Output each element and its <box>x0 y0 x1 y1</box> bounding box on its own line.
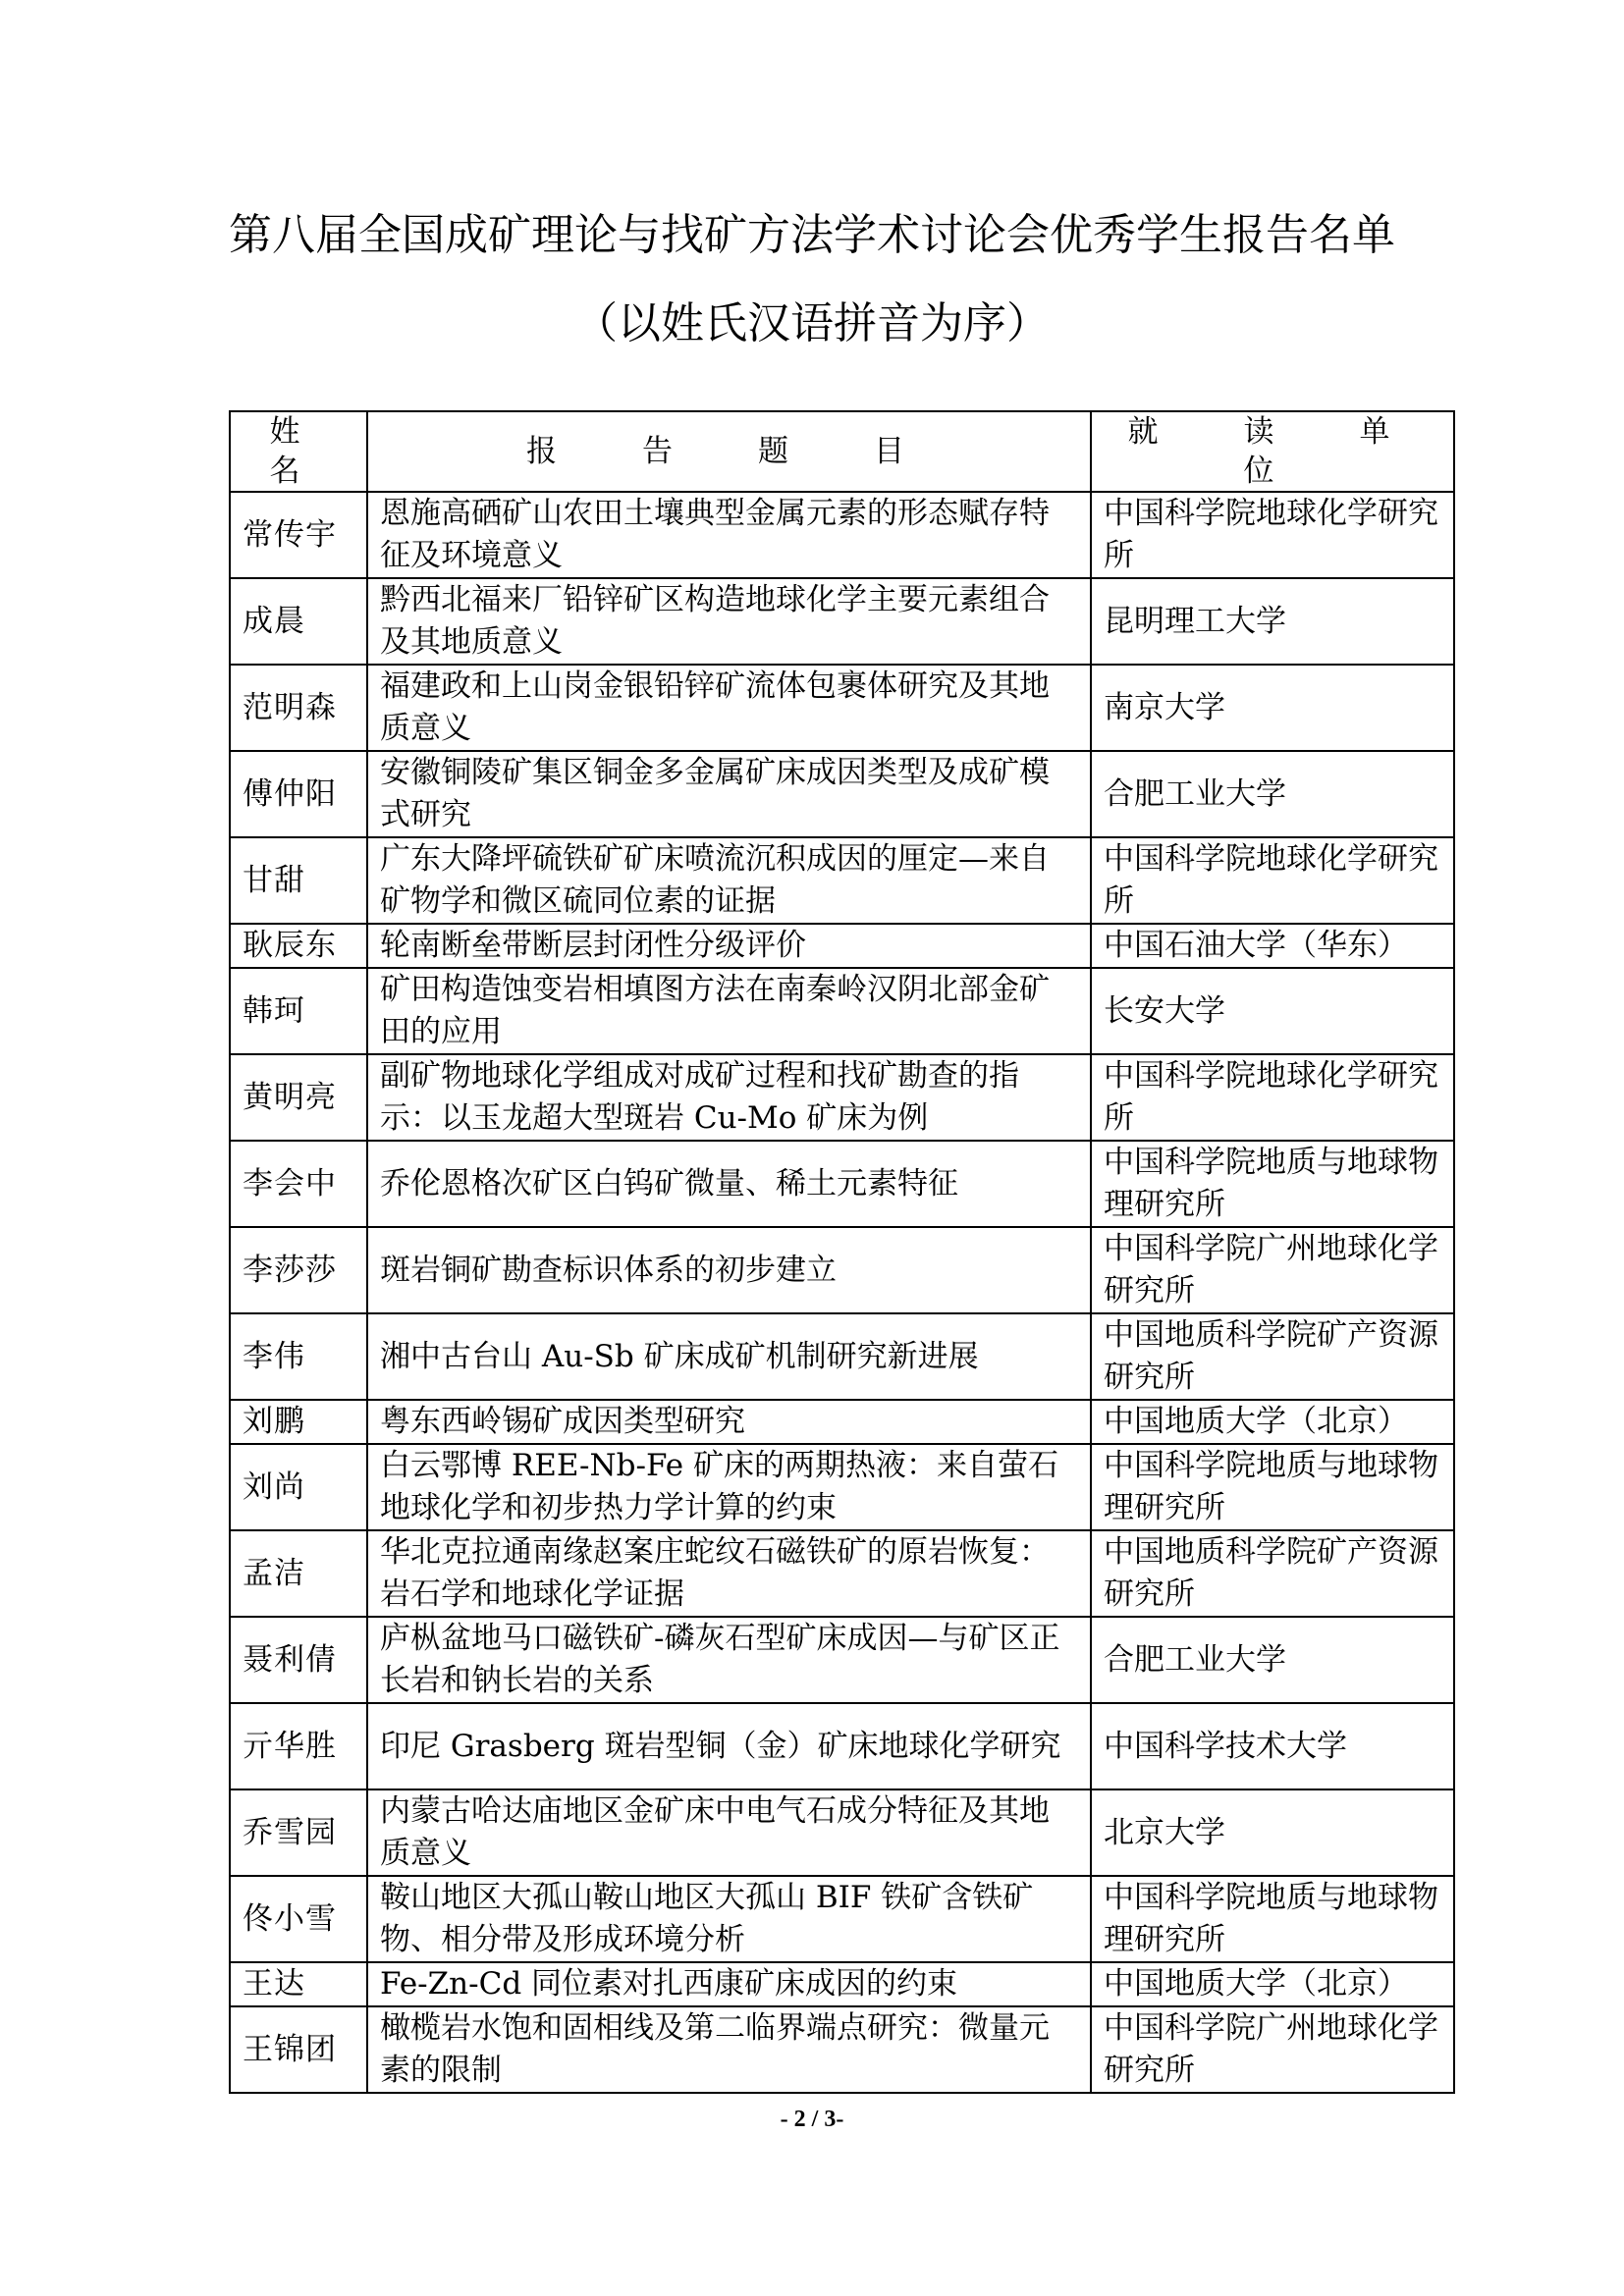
report-topic: 黔西北福来厂铅锌矿区构造地球化学主要元素组合及其地质意义 <box>367 578 1091 665</box>
report-topic: 印尼 Grasberg 斑岩型铜（金）矿床地球化学研究 <box>367 1703 1091 1789</box>
header-school: 就 读 单 位 <box>1091 411 1454 492</box>
school-name: 合肥工业大学 <box>1091 1617 1454 1703</box>
report-topic: 粤东西岭锡矿成因类型研究 <box>367 1400 1091 1444</box>
report-topic: 华北克拉通南缘赵案庄蛇纹石磁铁矿的原岩恢复：岩石学和地球化学证据 <box>367 1530 1091 1617</box>
student-name: 孟洁 <box>230 1530 367 1617</box>
student-name: 聂利倩 <box>230 1617 367 1703</box>
school-name: 中国地质大学（北京） <box>1091 1400 1454 1444</box>
school-name: 中国科学院地球化学研究所 <box>1091 1054 1454 1141</box>
student-name: 李会中 <box>230 1141 367 1227</box>
table-row <box>230 1703 1454 1789</box>
student-name: 傅仲阳 <box>230 751 367 837</box>
table-row <box>230 2006 1454 2093</box>
report-topic: 湘中古台山 Au-Sb 矿床成矿机制研究新进展 <box>367 1313 1091 1400</box>
school-name: 中国地质大学（北京） <box>1091 1962 1454 2006</box>
student-name: 耿辰东 <box>230 924 367 968</box>
student-name: 亓华胜 <box>230 1703 367 1789</box>
report-topic: 鞍山地区大孤山鞍山地区大孤山 BIF 铁矿含铁矿物、相分带及形成环境分析 <box>367 1876 1091 1962</box>
student-name: 李莎莎 <box>230 1227 367 1313</box>
table-row <box>230 1400 1454 1444</box>
table-row <box>230 1313 1454 1400</box>
report-topic: 副矿物地球化学组成对成矿过程和找矿勘查的指示：以玉龙超大型斑岩 Cu-Mo 矿床为例 <box>367 1054 1091 1141</box>
student-name: 黄明亮 <box>230 1054 367 1141</box>
report-topic: 广东大降坪硫铁矿矿床喷流沉积成因的厘定—来自矿物学和微区硫同位素的证据 <box>367 837 1091 924</box>
report-topic: 庐枞盆地马口磁铁矿-磷灰石型矿床成因—与矿区正长岩和钠长岩的关系 <box>367 1617 1091 1703</box>
student-name: 佟小雪 <box>230 1876 367 1962</box>
school-name: 合肥工业大学 <box>1091 751 1454 837</box>
table-row <box>230 924 1454 968</box>
table-row <box>230 1962 1454 2006</box>
table-row <box>230 1530 1454 1617</box>
school-name: 南京大学 <box>1091 665 1454 751</box>
student-report-table <box>229 410 1476 2094</box>
student-name: 王锦团 <box>230 2006 367 2093</box>
student-name: 刘尚 <box>230 1444 367 1530</box>
school-name: 中国科学院地质与地球物理研究所 <box>1091 1444 1454 1530</box>
table-row <box>230 1789 1454 1876</box>
school-name: 中国科学院地球化学研究所 <box>1091 837 1454 924</box>
report-topic: 斑岩铜矿勘查标识体系的初步建立 <box>367 1227 1091 1313</box>
table-row <box>230 968 1454 1054</box>
school-name: 中国地质科学院矿产资源研究所 <box>1091 1313 1454 1400</box>
school-name: 中国石油大学（华东） <box>1091 924 1454 968</box>
table-row <box>230 578 1454 665</box>
table-row <box>230 1876 1454 1962</box>
report-topic: 乔伦恩格次矿区白钨矿微量、稀土元素特征 <box>367 1141 1091 1227</box>
report-topic: 橄榄岩水饱和固相线及第二临界端点研究：微量元素的限制 <box>367 2006 1091 2093</box>
report-topic: 恩施高硒矿山农田土壤典型金属元素的形态赋存特征及环境意义 <box>367 492 1091 578</box>
school-name: 长安大学 <box>1091 968 1454 1054</box>
student-name: 王达 <box>230 1962 367 2006</box>
header-name: 姓 名 <box>230 411 367 492</box>
student-name: 韩珂 <box>230 968 367 1054</box>
school-name: 昆明理工大学 <box>1091 578 1454 665</box>
table-row <box>230 1141 1454 1227</box>
report-topic: 白云鄂博 REE-Nb-Fe 矿床的两期热液：来自萤石地球化学和初步热力学计算的约束 <box>367 1444 1091 1530</box>
report-topic: 轮南断垒带断层封闭性分级评价 <box>367 924 1091 968</box>
school-name: 中国科学院广州地球化学研究所 <box>1091 1227 1454 1313</box>
table-row <box>230 492 1454 578</box>
report-topic: 安徽铜陵矿集区铜金多金属矿床成因类型及成矿模式研究 <box>367 751 1091 837</box>
table-row <box>230 665 1454 751</box>
table-header-row <box>230 411 1454 492</box>
report-topic: 福建政和上山岗金银铅锌矿流体包裹体研究及其地质意义 <box>367 665 1091 751</box>
school-name: 中国科学院地球化学研究所 <box>1091 492 1454 578</box>
table-row <box>230 837 1454 924</box>
student-name: 成晨 <box>230 578 367 665</box>
student-name: 甘甜 <box>230 837 367 924</box>
school-name: 中国科学技术大学 <box>1091 1703 1454 1789</box>
school-name: 中国科学院地质与地球物理研究所 <box>1091 1876 1454 1962</box>
table-row <box>230 1227 1454 1313</box>
school-name: 中国科学院地质与地球物理研究所 <box>1091 1141 1454 1227</box>
student-name: 乔雪园 <box>230 1789 367 1876</box>
report-topic: 内蒙古哈达庙地区金矿床中电气石成分特征及其地质意义 <box>367 1789 1091 1876</box>
header-topic: 报 告 题 目 <box>367 411 1091 492</box>
student-name: 李伟 <box>230 1313 367 1400</box>
student-name: 范明森 <box>230 665 367 751</box>
table-row <box>230 1617 1454 1703</box>
school-name: 中国地质科学院矿产资源研究所 <box>1091 1530 1454 1617</box>
report-topic: 矿田构造蚀变岩相填图方法在南秦岭汉阴北部金矿田的应用 <box>367 968 1091 1054</box>
table-row <box>230 1054 1454 1141</box>
school-name: 北京大学 <box>1091 1789 1454 1876</box>
page-number: - 2 / 3- <box>780 2107 844 2132</box>
school-name: 中国科学院广州地球化学研究所 <box>1091 2006 1454 2093</box>
student-name: 刘鹏 <box>230 1400 367 1444</box>
table-row <box>230 1444 1454 1530</box>
report-topic: Fe-Zn-Cd 同位素对扎西康矿床成因的约束 <box>367 1962 1091 2006</box>
table-row <box>230 751 1454 837</box>
document-subtitle: （以姓氏汉语拼音为序） <box>574 298 1050 348</box>
student-name: 常传宇 <box>230 492 367 578</box>
document-title: 第八届全国成矿理论与找矿方法学术讨论会优秀学生报告名单 <box>229 210 1395 260</box>
